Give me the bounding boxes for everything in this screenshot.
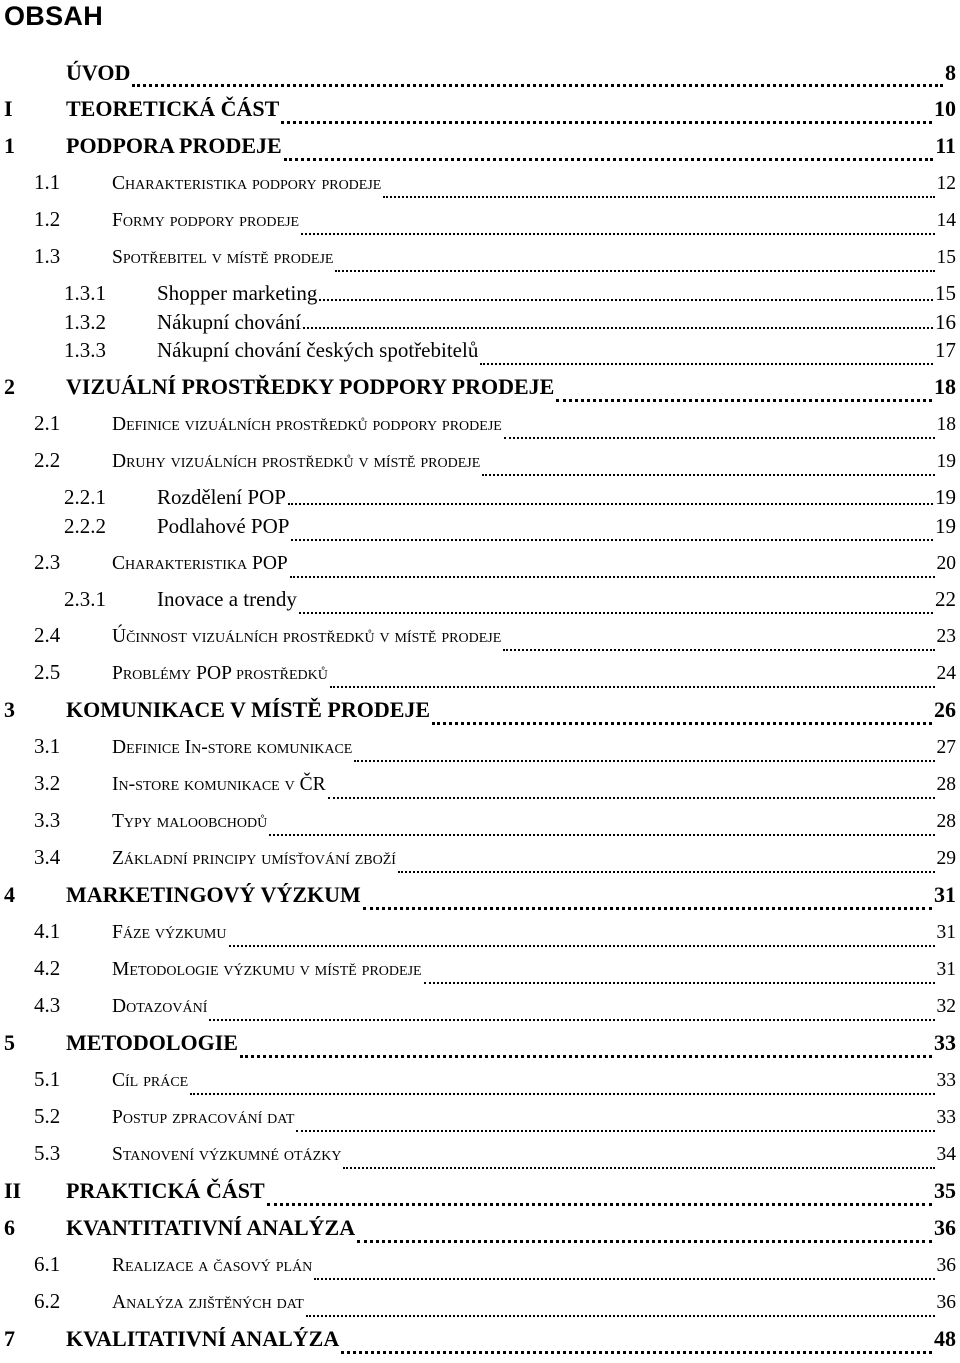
toc-entry-title[interactable]: KVALITATIVNÍ ANALÝZA [66, 1326, 339, 1352]
toc-entry-page: 18 [934, 374, 960, 400]
toc-entry-number: 6 [0, 1215, 66, 1241]
toc-entry-page: 22 [935, 587, 960, 612]
toc-entry-title[interactable]: TEORETICKÁ ČÁST [66, 96, 279, 122]
toc-entry[interactable] [0, 919, 960, 956]
toc-entry-number: 2.2.1 [0, 485, 157, 510]
toc-entry[interactable] [0, 623, 960, 660]
toc-entry-page: 19 [937, 451, 960, 473]
dot-leader [299, 587, 933, 623]
toc-entry-number: II [0, 1178, 66, 1204]
toc-entry-number: 4.3 [0, 993, 112, 1018]
dot-leader [341, 1326, 932, 1363]
toc-entry-number: 2.3.1 [0, 587, 157, 612]
toc-entry-number: 2.1 [0, 411, 112, 436]
dot-leader [330, 660, 935, 697]
dot-leader [306, 1289, 935, 1326]
toc-entry-number: 1.1 [0, 170, 112, 195]
dot-leader [424, 956, 935, 993]
toc-entry-number: 2.3 [0, 550, 112, 575]
toc-entry-title[interactable]: Typy maloobchodů [112, 811, 267, 833]
toc-entry-title[interactable]: Metodologie výzkumu v místě prodeje [112, 959, 422, 981]
toc-entry-page: 32 [937, 996, 960, 1018]
toc-entry-title[interactable]: Charakteristika POP [112, 553, 288, 575]
toc-entry-page: 26 [934, 697, 960, 723]
toc-entry-number: 6.1 [0, 1252, 112, 1277]
toc-entry-page: 17 [935, 338, 960, 363]
dot-leader [354, 734, 934, 771]
toc-entry-title[interactable]: Nákupní chování českých spotřebitelů [157, 338, 478, 363]
toc-entry[interactable] [0, 485, 960, 514]
toc-entry-number: 2.4 [0, 623, 112, 648]
dot-leader [503, 623, 934, 660]
dot-leader [190, 1067, 934, 1104]
toc-entry-title[interactable]: Stanovení výzkumné otázky [112, 1144, 341, 1166]
toc-entry[interactable] [0, 550, 960, 587]
toc-entry[interactable] [0, 338, 960, 374]
toc-entry-page: 36 [934, 1215, 960, 1241]
toc-entry-number: 3.1 [0, 734, 112, 759]
toc-entry[interactable] [0, 374, 960, 411]
dot-leader [301, 207, 934, 244]
toc-entry-page: 31 [934, 882, 960, 908]
dot-leader [398, 845, 935, 882]
toc-entry[interactable] [0, 281, 960, 310]
toc-entry-title[interactable]: KVANTITATIVNÍ ANALÝZA [66, 1215, 355, 1241]
toc-entry-page: 11 [935, 133, 960, 159]
toc-entry[interactable] [0, 1030, 960, 1067]
toc-entry-number: 3 [0, 697, 66, 723]
toc-entry-page: 35 [934, 1178, 960, 1204]
dot-leader [290, 550, 935, 587]
toc-entry-number: 7 [0, 1326, 66, 1352]
toc-entry-title[interactable]: METODOLOGIE [66, 1030, 238, 1056]
toc-entry[interactable] [0, 170, 960, 207]
toc-entry-page: 20 [937, 553, 960, 575]
toc-entry-number: 1.3.1 [0, 281, 157, 306]
dot-leader [229, 919, 935, 956]
dot-leader [482, 448, 934, 485]
toc-entry-page: 28 [937, 774, 960, 796]
toc-entry-page: 48 [934, 1326, 960, 1352]
toc-entry-title[interactable]: Fáze výzkumu [112, 922, 227, 944]
toc-entry-page: 18 [937, 414, 960, 436]
toc-entry-title[interactable]: Základní principy umísťování zboží [112, 848, 396, 870]
toc-entry[interactable] [0, 1178, 960, 1215]
toc-entry-number: 1.2 [0, 207, 112, 232]
toc-entry-page: 36 [937, 1255, 960, 1277]
toc-entry-page: 29 [937, 848, 960, 870]
toc-entry-number: I [0, 96, 66, 122]
toc-entry-page: 19 [935, 485, 960, 510]
toc-entry-number: 6.2 [0, 1289, 112, 1314]
toc-entry-title[interactable]: Definice vizuálních prostředků podpory prodeje [112, 414, 502, 436]
dot-leader [209, 993, 934, 1030]
toc-entry[interactable] [0, 808, 960, 845]
toc-entry-number: 5.1 [0, 1067, 112, 1092]
toc-entry-title[interactable]: PRAKTICKÁ ČÁST [66, 1178, 265, 1204]
toc-entry-title[interactable]: Dotazování [112, 996, 207, 1018]
toc-entry-title[interactable]: Formy podpory prodeje [112, 210, 299, 232]
toc-entry-page: 36 [937, 1292, 960, 1314]
toc-entry-page: 28 [937, 811, 960, 833]
toc-entry-page: 34 [937, 1144, 960, 1166]
toc-entry-page: 16 [935, 310, 960, 335]
toc-entry-number: 5.3 [0, 1141, 112, 1166]
toc-entry-title[interactable]: In-store komunikace v ČR [112, 774, 326, 796]
toc-entry-title[interactable]: KOMUNIKACE V MÍSTĚ PRODEJE [66, 697, 430, 723]
dot-leader [314, 1252, 934, 1289]
dot-leader [291, 514, 933, 550]
toc-entry-page: 33 [937, 1107, 960, 1129]
toc-entry-number: 4 [0, 882, 66, 908]
toc-entry-page: 31 [937, 922, 960, 944]
toc-entry[interactable] [0, 60, 960, 96]
toc-entry[interactable] [0, 133, 960, 170]
toc-entry-title[interactable]: Inovace a trendy [157, 587, 297, 612]
toc-entry-title[interactable]: Definice In-store komunikace [112, 737, 352, 759]
toc-entry-page: 15 [935, 281, 960, 306]
toc-entry-title[interactable]: Nákupní chování [157, 310, 301, 335]
dot-leader [296, 1104, 934, 1141]
dot-leader [288, 485, 933, 514]
toc-entry-title[interactable]: Spotřebitel v místě prodeje [112, 247, 333, 269]
toc-entry[interactable] [0, 845, 960, 882]
toc-entry[interactable] [0, 956, 960, 993]
toc-entry-page: 14 [937, 210, 960, 232]
toc-entry[interactable] [0, 1215, 960, 1252]
toc-entry-page: 24 [937, 663, 960, 685]
toc-entry-title[interactable]: Shopper marketing [157, 281, 317, 306]
toc-entry-title[interactable]: Rozdělení POP [157, 485, 286, 510]
dot-leader [556, 374, 932, 411]
toc-entry-number: 3.3 [0, 808, 112, 833]
toc-entry[interactable] [0, 448, 960, 485]
toc-entry-number: 3.4 [0, 845, 112, 870]
toc-entry[interactable] [0, 1289, 960, 1326]
toc-entry-page: 33 [934, 1030, 960, 1056]
toc-entry-number: 4.1 [0, 919, 112, 944]
toc-entry-title[interactable]: Cíl práce [112, 1070, 188, 1092]
page-title: OBSAH [4, 0, 103, 32]
toc-entry-title[interactable]: MARKETINGOVÝ VÝZKUM [66, 882, 361, 908]
toc-entry-number: 1.3 [0, 244, 112, 269]
toc-entry-page: 31 [937, 959, 960, 981]
dot-leader [269, 808, 934, 845]
toc-entry-number: 1.3.2 [0, 310, 157, 335]
dot-leader [267, 1178, 932, 1215]
dot-leader [504, 411, 935, 448]
toc-entry-page: 27 [937, 737, 960, 759]
toc-entry[interactable] [0, 1104, 960, 1141]
toc-entry-number: 5.2 [0, 1104, 112, 1129]
toc-entry-title[interactable]: Podlahové POP [157, 514, 289, 539]
toc-entry[interactable] [0, 734, 960, 771]
toc-entry-title[interactable]: VIZUÁLNÍ PROSTŘEDKY PODPORY PRODEJE [66, 374, 554, 400]
toc-entry[interactable] [0, 1252, 960, 1289]
toc-entry-title[interactable]: Účinnost vizuálních prostředků v místě prodeje [112, 626, 501, 648]
toc-entry[interactable] [0, 587, 960, 623]
toc-entry[interactable] [0, 244, 960, 281]
toc-entry[interactable] [0, 1067, 960, 1104]
toc-entry-number: 1 [0, 133, 66, 159]
toc-entry[interactable] [0, 697, 960, 734]
dot-leader [132, 60, 943, 96]
toc-entry[interactable] [0, 771, 960, 808]
toc-entry-number: 5 [0, 1030, 66, 1056]
dot-leader [284, 133, 933, 170]
toc-entry-title[interactable]: PODPORA PRODEJE [66, 133, 282, 159]
toc-entry[interactable] [0, 1141, 960, 1178]
dot-leader [480, 338, 933, 374]
toc-entry-title[interactable]: Druhy vizuálních prostředků v místě prodeje [112, 451, 480, 473]
dot-leader [343, 1141, 934, 1178]
toc-entry[interactable] [0, 660, 960, 697]
toc-entry-page: 23 [937, 626, 960, 648]
toc-entry-title[interactable]: Analýza zjištěných dat [112, 1292, 304, 1314]
toc-entry-number: 3.2 [0, 771, 112, 796]
toc-entry[interactable] [0, 411, 960, 448]
toc-entry-title[interactable]: Postup zpracování dat [112, 1107, 294, 1129]
toc-entry-page: 8 [945, 60, 960, 86]
toc-entry-title[interactable]: Problémy POP prostředků [112, 663, 328, 685]
toc-entry-title[interactable]: ÚVOD [66, 60, 130, 86]
dot-leader [432, 697, 932, 734]
toc-entry[interactable] [0, 993, 960, 1030]
toc-entry-number: 4.2 [0, 956, 112, 981]
toc-entry[interactable] [0, 514, 960, 550]
toc-entry[interactable] [0, 1326, 960, 1363]
toc-entry-title[interactable]: Realizace a časový plán [112, 1255, 312, 1277]
dot-leader [335, 244, 934, 281]
toc-entry[interactable] [0, 882, 960, 919]
toc-entry-page: 12 [937, 173, 960, 195]
dot-leader [303, 310, 933, 339]
dot-leader [328, 771, 935, 808]
toc-entry[interactable] [0, 207, 960, 244]
dot-leader [240, 1030, 932, 1067]
dot-leader [383, 170, 934, 207]
toc-entry-page: 33 [937, 1070, 960, 1092]
toc-entry-page: 19 [935, 514, 960, 539]
toc-entry-number: 2.2.2 [0, 514, 157, 539]
toc-entry-number: 2.2 [0, 448, 112, 473]
toc-entry-page: 10 [934, 96, 960, 122]
toc-entry-number: 2.5 [0, 660, 112, 685]
toc-entry-title[interactable]: Charakteristika podpory prodeje [112, 173, 381, 195]
toc-entry-page: 15 [937, 247, 960, 269]
dot-leader [357, 1215, 932, 1252]
table-of-contents [0, 60, 960, 1363]
toc-entry-number: 1.3.3 [0, 338, 157, 363]
toc-entry[interactable] [0, 96, 960, 133]
toc-entry-number: 2 [0, 374, 66, 400]
toc-entry[interactable] [0, 310, 960, 339]
dot-leader [363, 882, 932, 919]
dot-leader [319, 281, 933, 310]
dot-leader [281, 96, 932, 133]
